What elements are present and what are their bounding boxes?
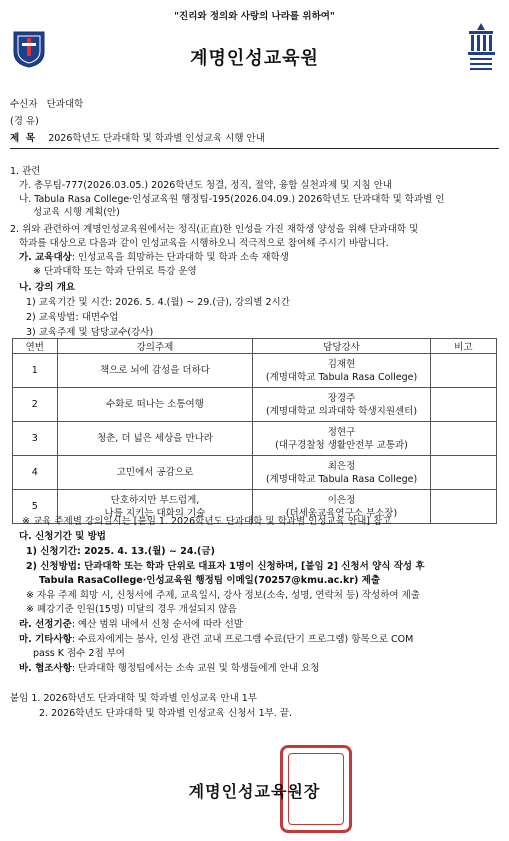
target-line (19, 249, 289, 263)
subject: 2026학년도 단과대학 및 학과별 인성교육 시행 안내 (48, 133, 265, 144)
overview-topics: 3) 교육주제 및 담당교수(강사) (26, 327, 154, 338)
apply-period: 1) 신청기간: 2025. 4. 13.(월) ~ 24.(금) (26, 546, 215, 557)
row-topic: 청춘, 더 넓은 세상을 만나라 (57, 422, 253, 456)
attachment-1: 붙임 1. 2026학년도 단과대학 및 학과별 인성교육 안내 1부 (10, 693, 257, 704)
table-row (13, 388, 497, 422)
row-no: 5 (13, 490, 58, 524)
apply-method-1: 2) 신청방법: 단과대학 또는 학과 단위로 대표자 1명이 신청하며, [붙임 2] 신청서 양식 작성 후 (26, 561, 425, 572)
subject-label: 제 목 (10, 133, 35, 144)
row-remarks (430, 422, 496, 456)
section-1-heading: 1. 관련 (10, 166, 41, 177)
row-no: 4 (13, 456, 58, 490)
row-topic: 책으로 뇌에 감성을 더하다 (57, 354, 253, 388)
table-header-row (13, 339, 497, 354)
row-lecturer: 김재현 (계명대학교 Tabula Rasa College) (253, 354, 430, 388)
misc-text-2: pass K 점수 2점 부여 (33, 648, 125, 659)
apply-note-1: ※ 자유 주제 희망 시, 신청서에 주제, 교육일시, 강사 정보(소속, 성명, 연락처 등) 작성하여 제출 (26, 590, 420, 601)
row-remarks (430, 388, 496, 422)
overview-period: 1) 교육기간 및 시간: 2026. 5. 4.(월) ~ 29.(금), 강의별 2시간 (26, 297, 290, 308)
ref-ga: 가. 총무팀-777(2026.03.05.) 2026학년도 청결, 정직, 절약, 융합 실천과제 및 지침 안내 (19, 180, 393, 191)
row-lecturer: 이은정 (더세움교육연구소 부소장) (253, 490, 430, 524)
apply-label: 다. 신청기간 및 방법 (19, 531, 106, 542)
selection-label: 라. 선정기준 (19, 619, 72, 630)
attachment-2: 2. 2026학년도 단과대학 및 학과별 인성교육 신청서 1부. 끝. (39, 708, 293, 719)
row-topic: 단호하지만 부드럽게, 나를 지키는 대화의 기술 (57, 490, 253, 524)
apply-method-2: Tabula RasaCollege·인성교육원 행정팀 이메일(70257@kmu.ac.kr) 제출 (39, 575, 381, 586)
col-header-no: 연번 (13, 339, 58, 354)
row-topic: 수화로 떠나는 소통여행 (57, 388, 253, 422)
institute-pillar-emblem-icon (463, 22, 499, 74)
col-header-remarks: 비고 (430, 339, 496, 354)
row-topic: 고민에서 공감으로 (57, 456, 253, 490)
row-lecturer: 최은정 (계명대학교 Tabula Rasa College) (253, 456, 430, 490)
subject-line (10, 130, 265, 144)
selection-text: : 예산 범위 내에서 신청 순서에 따라 선발 (71, 619, 243, 630)
overview-method: 2) 교육방법: 대면수업 (26, 312, 119, 323)
coop-label: 바. 협조사항 (19, 663, 72, 674)
table-note: ※ 교육 주제별 강의일시는 [붙임 1. 2026학년도 단과대학 및 학과별 인성교육 안내] 참고 (22, 516, 392, 527)
overview-label: 나. 강의 개요 (19, 282, 76, 293)
apply-note-2: ※ 폐강기준 인원(15명) 미달의 경우 개설되지 않음 (26, 604, 237, 615)
target-note: ※ 단과대학 또는 학과 단위로 특강 운영 (33, 266, 197, 277)
via-label: (경 유) (10, 116, 39, 127)
row-lecturer: 장경주 (계명대학교 의과대학 학생지원센터) (253, 388, 430, 422)
recipient: 단과대학 (46, 99, 84, 110)
table-row (13, 422, 497, 456)
row-no: 3 (13, 422, 58, 456)
row-lecturer: 정현구 (대구경찰청 생활안전부 교통과) (253, 422, 430, 456)
target-label: 가. 교육대상 (19, 252, 72, 263)
col-header-topic: 강의주제 (57, 339, 253, 354)
misc-label: 마. 기타사항 (19, 634, 72, 645)
recipient-label: 수신자 (10, 99, 38, 110)
ref-na-1: 나. Tabula Rasa College·인성교육원 행정팀-195(2026.04.09.) 2026학년도 단과대학 및 학과별 인 (19, 194, 445, 205)
section-2-line-1: 2. 위와 관련하여 계명인성교육원에서는 정직(正直)한 인성을 가진 재학생 양성을 위해 단과대학 및 (10, 224, 419, 235)
row-remarks (430, 354, 496, 388)
row-remarks (430, 490, 496, 524)
row-no: 2 (13, 388, 58, 422)
recipient-line (10, 96, 83, 110)
motto: "진리와 정의와 사랑의 나라를 위하여" (174, 11, 335, 22)
sender-signature: 계명인성교육원장 (188, 782, 321, 801)
lecture-table (12, 338, 497, 524)
target-text: : 인성교육을 희망하는 단과대학 및 학과 소속 재학생 (71, 252, 289, 263)
row-remarks (430, 456, 496, 490)
col-header-lecturer: 담당강사 (253, 339, 430, 354)
subject-divider (10, 148, 499, 149)
misc-line (19, 631, 413, 645)
coop-text: : 단과대학 행정팀에서는 소속 교원 및 학생들에게 안내 요청 (71, 663, 320, 674)
selection-line (19, 616, 243, 630)
table-row (13, 456, 497, 490)
row-no: 1 (13, 354, 58, 388)
section-2-line-2: 학과를 대상으로 다음과 같이 인성교육을 시행하오니 적극적으로 참여해 주시기 바랍니다. (19, 238, 389, 249)
misc-text-1: : 수료자에게는 봉사, 인성 관련 교내 프로그램 수료(단기 프로그램) 항목으로 COM (71, 634, 414, 645)
coop-line (19, 660, 319, 674)
table-row (13, 354, 497, 388)
ref-na-2: 성교육 시행 계획(안) (33, 207, 120, 218)
document-title: 계명인성교육원 (190, 48, 319, 69)
